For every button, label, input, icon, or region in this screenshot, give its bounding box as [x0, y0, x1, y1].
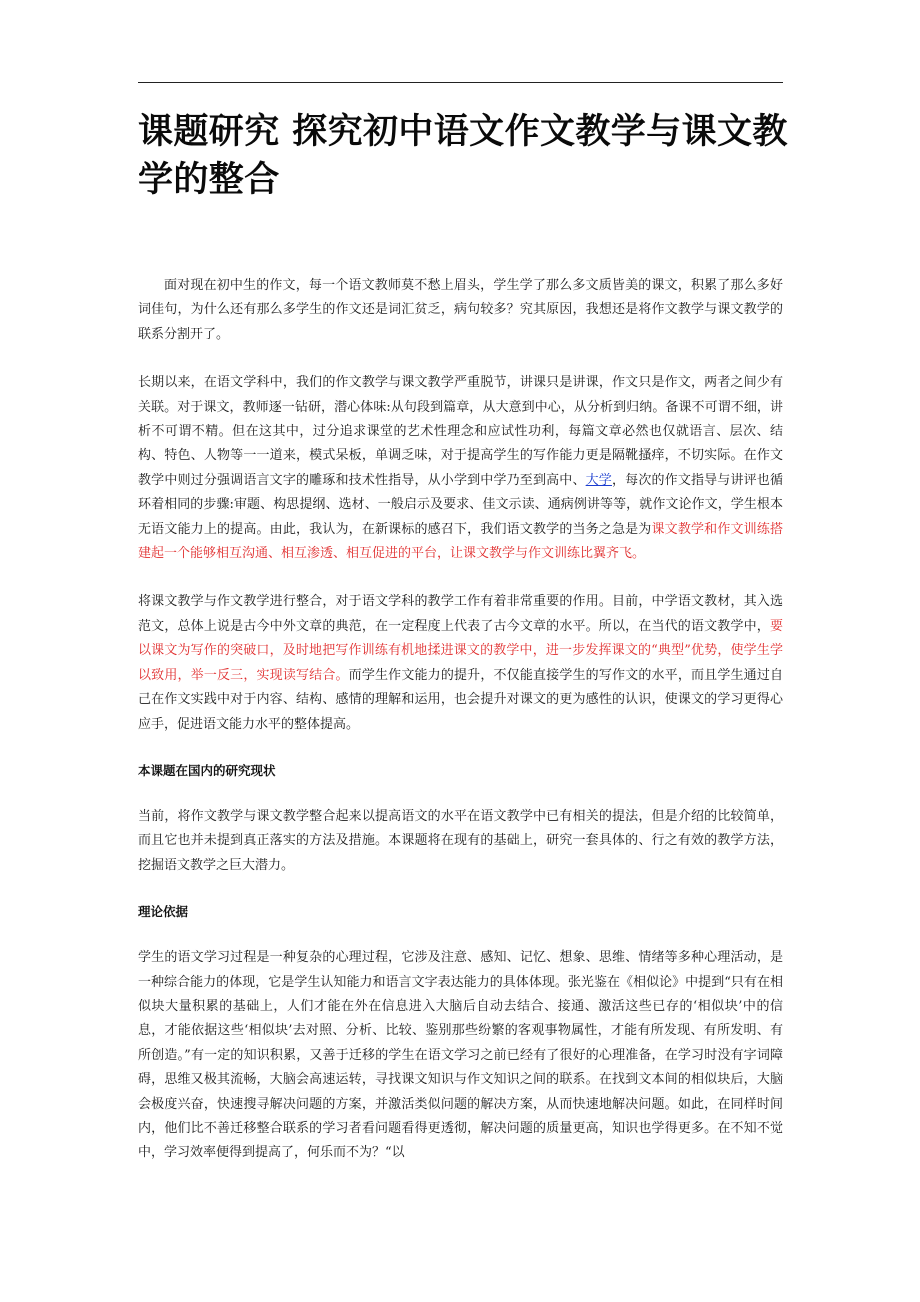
disconnect-paragraph	[138, 371, 783, 566]
disconnect-text-part2: ，每次的作文指导与讲评也循环着相同的步骤:审题、构思提纲、选材、一般启示及要求、佳文示读、通病例讲等等，就作文论作文，学生根本无语文能力上的提高。由此，我认为，在新课标的感召下，我们语文教学的当务之急是为	[138, 472, 783, 537]
document-body	[138, 274, 783, 1166]
disconnect-text-part1: 长期以来，在语文学科中，我们的作文教学与课文教学严重脱节，讲课只是讲课，作文只是作文，两者之间少有关联。对于课文，教师逐一钻研，潜心体味:从句段到篇章，从大意到中心，从分析到归纳。备课不可谓不细，讲析不可谓不精。但在这其中，过分追求课堂的艺术性理念和应试性功利，每篇文章必然也仅就语言、层次、结构、特色、人物等一一道来，模式呆板，单调乏味，对于提高学生的写作能力更是隔靴搔痒，不切实际。在作文教学中则过分强调语言文字的雕琢和技术性指导，从小学到中学乃至到高中、	[138, 375, 783, 488]
integration-text-part1: 将课文教学与作文教学进行整合，对于语文学科的教学工作有着非常重要的作用。目前，中学语文教材，其入选范文，总体上说是古今中外文章的典范，在一定程度上代表了古今文章的水平。所以，在当代的语文教学中，	[138, 594, 783, 634]
header-rule	[138, 82, 783, 83]
theory-paragraph: 学生的语文学习过程是一种复杂的心理过程，它涉及注意、感知、记忆、想象、思维、情绪等多种心理活动，是一种综合能力的体现，它是学生认知能力和语言文字表达能力的具体体现。张光鉴在《相似论》中提到“只有在相似块大量积累的基础上，人们才能在外在信息进入大脑后自动去结合、接通、激活这些已存的‘相似块’中的信息，才能依据这些‘相似块’去对照、分析、比较、鉴别那些纷繁的客观事物属性，才能有所发现、有所发明、有所创造。”有一定的知识积累，又善于迁移的学生在语文学习之前已经有了很好的心理准备，在学习时没有字词障碍，思维又极其流畅，大脑会高速运转，寻找课文知识与作文知识之间的联系。在找到文本间的相似块后，大脑会极度兴奋，快速搜寻解决问题的方案，并激活类似问题的解决方案，从而快速地解决问题。如此，在同样时间内，他们比不善迁移整合联系的学习者看问题看得更透彻，解决问题的质量更高，知识也学得更多。在不知不觉中，学习效率便得到提高了，何乐而不为？“以	[138, 950, 783, 1161]
document-title: 课题研究 探究初中语文作文教学与课文教学的整合	[138, 111, 788, 200]
domestic-status-paragraph: 当前，将作文教学与课文教学整合起来以提高语文的水平在语文教学中已有相关的提法，但是介绍的比较简单，而且它也并未提到真正落实的方法及措施。本课题将在现有的基础上，研究一套具体的、行之有效的教学方法，挖掘语文教学之巨大潜力。	[138, 808, 783, 873]
integration-text-part2: 而学生作文能力的提升，不仅能直接学生的写作文的水平，而且学生通过自己在作文实践中对于内容、结构、感情的理解和运用，也会提升对课文的更为感性的认识，使课文的学习更得心应手，促进语文能力水平的整体提高。	[138, 667, 783, 732]
integration-paragraph	[138, 590, 783, 736]
daxue-link[interactable]: 大学	[585, 472, 612, 488]
domestic-status-heading: 本课题在国内的研究现状	[138, 762, 276, 778]
highlighted-method-text: 要以课文为写作的突破口，及时地把写作训练有机地揉进课文的教学中，进一步发挥课文的“典型”优势，使学生学以致用，举一反三，实现读写结合。	[138, 618, 783, 683]
highlighted-goal-text: 课文教学和作文训练搭建起一个能够相互沟通、相互渗透、相互促进的平台，让课文教学与作文训练比翼齐飞。	[138, 521, 783, 562]
intro-paragraph: 面对现在初中生的作文，每一个语文教师莫不愁上眉头，学生学了那么多文质皆美的课文，积累了那么多好词佳句，为什么还有那么多学生的作文还是词汇贫乏，病句较多？究其原因，我想还是将作文教学与课文教学的联系分割开了。	[138, 278, 783, 342]
theory-basis-heading: 理论依据	[138, 904, 189, 920]
